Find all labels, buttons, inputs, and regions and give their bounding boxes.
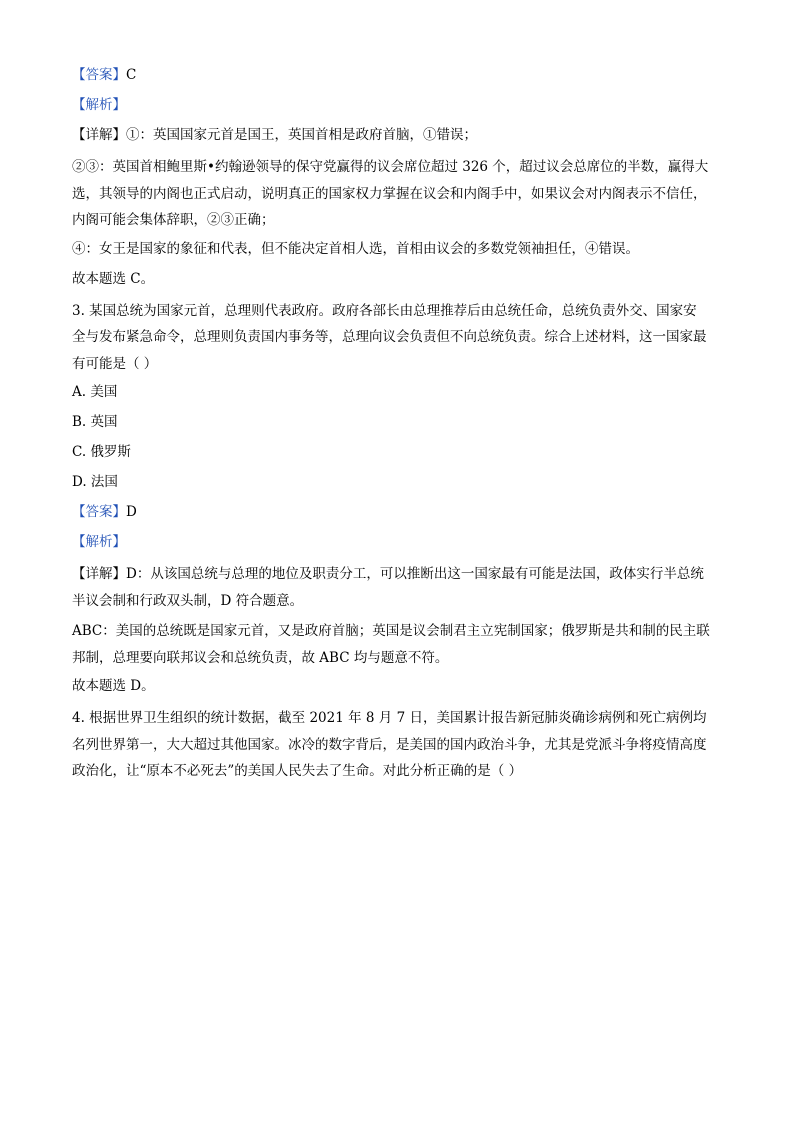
q3-analysis bbox=[72, 531, 710, 553]
q3-option-d: D. 法国 bbox=[72, 474, 118, 490]
q2-answer-value: C bbox=[126, 67, 137, 83]
q3-answer bbox=[72, 501, 710, 523]
q2-analysis bbox=[72, 94, 710, 116]
q3-detail-tag: 【详解】 bbox=[72, 566, 126, 582]
q3-stem: 3. 某国总统为国家元首，总理则代表政府。政府各部长由总理推荐后由总统任命，总统负责外交、国家安全与发布紧急命令，总理则负责国内事务等，总理向议会负责但不向总统负责。综合上述材料，这一国家最有可能是（ ） bbox=[72, 302, 707, 372]
q3-analysis-tag: 【解析】 bbox=[72, 534, 126, 550]
q2-answer bbox=[72, 64, 710, 86]
q2-detail-text-1: ①：英国国家元首是国王，英国首相是政府首脑，①错误； bbox=[126, 127, 477, 143]
q2-answer-tag: 【答案】 bbox=[72, 67, 126, 83]
q3-detail-text-1: D：从该国总统与总理的地位及职责分工，可以推断出这一国家最有可能是法国，政体实行半总统半议会制和行政双头制，D 符合题意。 bbox=[72, 566, 704, 609]
q3-conclusion: 故本题选 D。 bbox=[72, 678, 155, 694]
q3-option-a: A. 美国 bbox=[72, 384, 118, 400]
q2-detail-1 bbox=[72, 124, 710, 146]
q3-option-c: C. 俄罗斯 bbox=[72, 444, 131, 460]
q3-answer-tag: 【答案】 bbox=[72, 504, 126, 520]
q2-detail-tag: 【详解】 bbox=[72, 127, 126, 143]
q2-detail-2: ②③：英国首相鲍里斯•约翰逊领导的保守党赢得的议会席位超过 326 个，超过议会总席位的半数，赢得大选，其领导的内阁也正式启动，说明真正的国家权力掌握在议会和内阁手中，如果议会对内阁表示不信任，内阁可能会集体辞职，②③正确； bbox=[72, 159, 709, 228]
q2-conclusion: 故本题选 C。 bbox=[72, 270, 155, 287]
q3-detail-1 bbox=[72, 561, 710, 614]
q4-stem: 4. 根据世界卫生组织的统计数据，截至 2021 年 8 月 7 日，美国累计报告新冠肺炎确诊病例和死亡病例均名列世界第一，大大超过其他国家。冰冷的数字背后，是美国的国内政治斗争，尤其是党派斗争将疫情高度政治化，让“原本不必死去”的美国人民失去了生命。对此分析正确的是（ ） bbox=[72, 710, 707, 779]
q2-detail-3: ④：女王是国家的象征和代表，但不能决定首相人选，首相由议会的多数党领袖担任，④错误。 bbox=[72, 240, 639, 257]
q3-detail-2: ABC：美国的总统既是国家元首，又是政府首脑；英国是议会制君主立宪制国家；俄罗斯是共和制的民主联邦制，总理要向联邦议会和总统负责，故 ABC 均与题意不符。 bbox=[72, 623, 710, 666]
q3-answer-value: D bbox=[126, 504, 137, 520]
q3-option-b: B. 英国 bbox=[72, 414, 118, 430]
q2-analysis-tag: 【解析】 bbox=[72, 97, 126, 113]
